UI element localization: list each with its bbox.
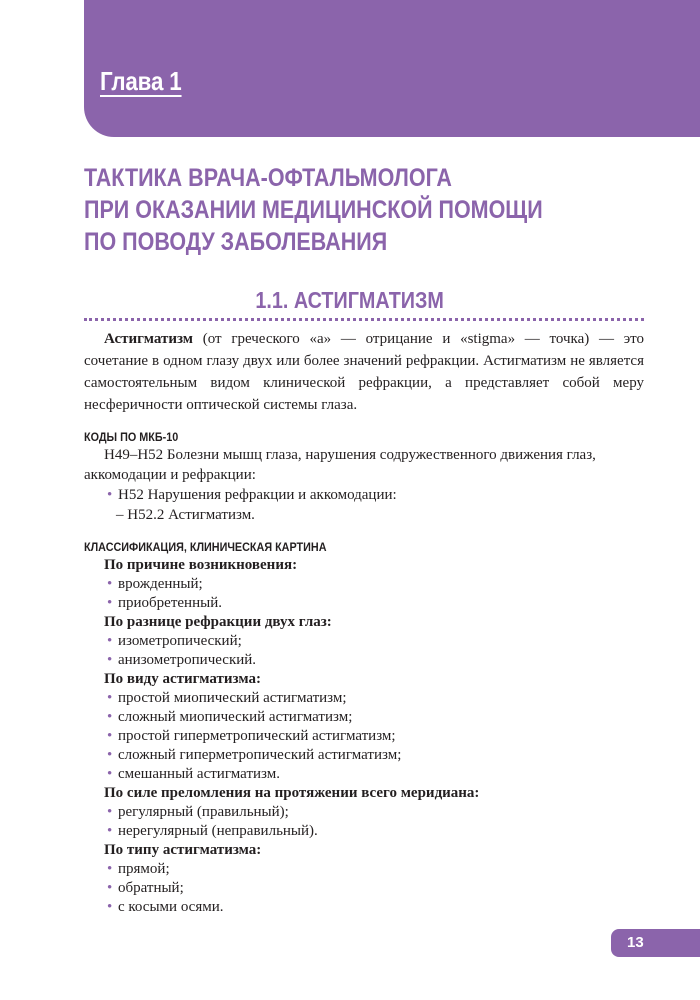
list-item-text: простой гиперметропический астигматизм; bbox=[118, 728, 396, 744]
list-item-text: прямой; bbox=[118, 861, 170, 877]
group-title: По силе преломления на протяжении всего меридиана: bbox=[104, 785, 480, 801]
icd-block bbox=[84, 445, 644, 525]
list-item bbox=[104, 485, 644, 505]
section-title bbox=[0, 287, 700, 314]
list-item bbox=[104, 860, 644, 879]
list-item-text: сложный миопический астигматизм; bbox=[118, 709, 353, 725]
list-item-text: регулярный (правильный); bbox=[118, 804, 289, 820]
icd-text: H49–H52 Болезни мышц глаза, нарушения содружественного движения глаз, аккомодации и рефракции: bbox=[84, 447, 596, 483]
bullet-icon: • bbox=[107, 880, 113, 896]
intro-text: (от греческого «а» — отрицание и «stigma» — точка) — это сочетание в одном глазу двух или более значений рефракции. Астигматизм не является самостоятельным видом клинической рефракции, а представляет собой меру несферичности оптической системы глаза. bbox=[84, 331, 644, 413]
list-item bbox=[104, 727, 644, 746]
page-title bbox=[84, 162, 543, 258]
group-title: По причине возникновения: bbox=[104, 557, 298, 573]
group-list bbox=[104, 860, 644, 917]
bullet-icon: • bbox=[107, 899, 113, 915]
list-item-text: с косыми осями. bbox=[118, 899, 224, 915]
list-item-text: обратный; bbox=[118, 880, 184, 896]
chapter-label: Глава 1 bbox=[100, 66, 182, 96]
intro-paragraph bbox=[84, 328, 644, 416]
page-title-line-1: ТАКТИКА ВРАЧА-ОФТАЛЬМОЛОГА bbox=[84, 164, 452, 192]
icd-list bbox=[104, 485, 644, 505]
list-item-text: смешанный астигматизм. bbox=[118, 766, 280, 782]
list-item-text: нерегулярный (неправильный). bbox=[118, 823, 318, 839]
bullet-icon: • bbox=[107, 652, 113, 668]
group-list bbox=[104, 803, 644, 841]
bullet-icon: • bbox=[107, 709, 113, 725]
group-list bbox=[104, 632, 644, 670]
list-item bbox=[104, 594, 644, 613]
page-title-line-3: ПО ПОВОДУ ЗАБОЛЕВАНИЯ bbox=[84, 228, 388, 256]
list-item bbox=[104, 822, 644, 841]
section-title-text: 1.1. АСТИГМАТИЗМ bbox=[255, 287, 445, 313]
group-list bbox=[104, 575, 644, 613]
classification-block bbox=[104, 556, 644, 917]
icd-heading: КОДЫ ПО МКБ-10 bbox=[84, 430, 179, 444]
list-item-text: анизометропический. bbox=[118, 652, 257, 668]
group-list bbox=[104, 689, 644, 784]
group-title: По типу астигматизма: bbox=[104, 842, 262, 858]
section-divider bbox=[84, 318, 644, 321]
bullet-icon: • bbox=[107, 823, 113, 839]
group-title: По виду астигматизма: bbox=[104, 671, 261, 687]
list-item-text: изометропический; bbox=[118, 633, 242, 649]
bullet-icon: • bbox=[107, 766, 113, 782]
bullet-icon: • bbox=[107, 804, 113, 820]
bullet-icon: • bbox=[107, 861, 113, 877]
list-item-text: простой миопический астигматизм; bbox=[118, 690, 347, 706]
bullet-icon: • bbox=[107, 633, 113, 649]
list-item-text: врожденный; bbox=[118, 576, 203, 592]
list-item bbox=[104, 879, 644, 898]
icd-subitem: – H52.2 Астигматизм. bbox=[116, 507, 255, 523]
list-item-text: сложный гиперметропический астигматизм; bbox=[118, 747, 402, 763]
page-title-line-2: ПРИ ОКАЗАНИИ МЕДИЦИНСКОЙ ПОМОЩИ bbox=[84, 196, 543, 224]
icd-item: H52 Нарушения рефракции и аккомодации: bbox=[118, 487, 397, 503]
list-item bbox=[104, 765, 644, 784]
list-item bbox=[104, 708, 644, 727]
bullet-icon: • bbox=[107, 595, 113, 611]
list-item bbox=[104, 746, 644, 765]
list-item bbox=[104, 689, 644, 708]
list-item bbox=[104, 898, 644, 917]
intro-term: Астигматизм bbox=[104, 331, 194, 347]
group-title: По разнице рефракции двух глаз: bbox=[104, 614, 332, 630]
list-item-text: приобретенный. bbox=[118, 595, 222, 611]
bullet-icon: • bbox=[107, 728, 113, 744]
list-item bbox=[104, 575, 644, 594]
bullet-icon: • bbox=[107, 690, 113, 706]
list-item bbox=[104, 651, 644, 670]
bullet-icon: • bbox=[107, 487, 113, 503]
bullet-icon: • bbox=[107, 576, 113, 592]
bullet-icon: • bbox=[107, 747, 113, 763]
page-number: 13 bbox=[611, 929, 700, 957]
list-item bbox=[104, 632, 644, 651]
list-item bbox=[104, 803, 644, 822]
classification-heading: КЛАССИФИКАЦИЯ, КЛИНИЧЕСКАЯ КАРТИНА bbox=[84, 540, 327, 554]
